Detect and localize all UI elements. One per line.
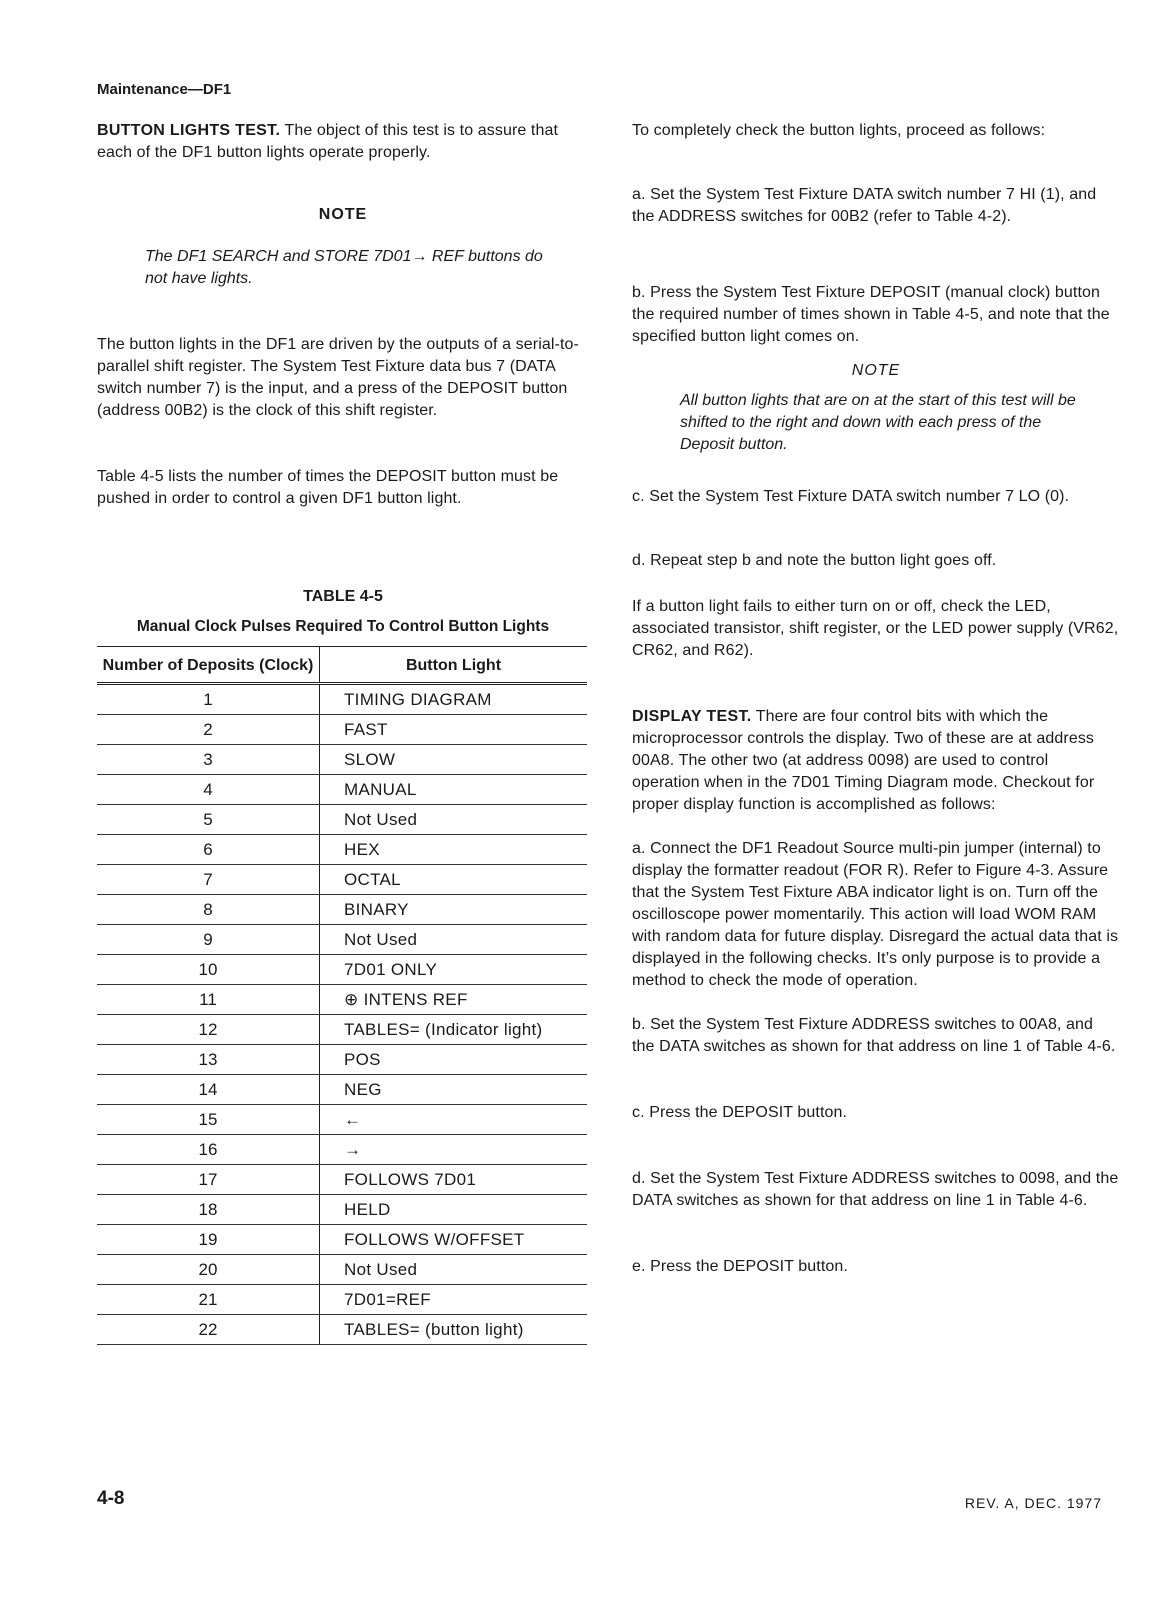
table-row [97,955,587,985]
header-button-light: Button Light [320,647,588,684]
table-row [97,1255,587,1285]
step-a: a. Set the System Test Fixture DATA switch number 7 HI (1), and the ADDRESS switches for 00B2 (refer to Table 4-2). [632,186,1097,225]
deposit-count-cell: 8 [97,895,320,925]
deposit-count-cell: 13 [97,1045,320,1075]
deposit-count-cell: 21 [97,1285,320,1315]
note-text-left: The DF1 SEARCH and STORE 7D01→ REF buttons do not have lights. [145,248,543,287]
table-row [97,985,587,1015]
deposit-count-cell: 22 [97,1315,320,1345]
display-test-text: There are four control bits with which the microprocessor controls the display. Two of these are at address 00A8. The other two (at address 0098) are used to control operation when in the 7D01 Timing Diagram mode. Checkout for proper display function is accomplished as follows: [632,708,1095,813]
table-row [97,684,587,715]
left-column [97,120,589,1345]
table-row [97,865,587,895]
table-caption: TABLE 4-5 [303,588,383,605]
table-row [97,805,587,835]
button-light-cell: Not Used [320,1255,588,1285]
deposit-count-cell: 4 [97,775,320,805]
button-light-cell: OCTAL [320,865,588,895]
button-light-cell: POS [320,1045,588,1075]
deposit-count-cell: 10 [97,955,320,985]
step-b: b. Press the System Test Fixture DEPOSIT (manual clock) button the required number of times shown in Table 4-5, and note that the specified button light comes on. [632,284,1110,345]
note-text-right: All button lights that are on at the start of this test will be shifted to the right and down with each press of the Deposit button. [680,392,1076,453]
clock-pulses-table [97,647,587,1345]
button-light-cell: BINARY [320,895,588,925]
note-title-right: NOTE [851,362,901,379]
button-light-cell: Not Used [320,925,588,955]
button-light-cell: MANUAL [320,775,588,805]
display-step-b: b. Set the System Test Fixture ADDRESS switches to 00A8, and the DATA switches as shown for that address on line 1 of Table 4-6. [632,1016,1116,1055]
table-row [97,1075,587,1105]
fail-paragraph: If a button light fails to either turn on or off, check the LED, associated transistor, shift register, or the LED power supply (VR62, CR62, and R62). [632,598,1119,659]
deposit-count-cell: 11 [97,985,320,1015]
button-light-cell: 7D01=REF [320,1285,588,1315]
page-number: 4-8 [97,1488,125,1509]
button-light-cell: FOLLOWS 7D01 [320,1165,588,1195]
table-row [97,1315,587,1345]
table-row [97,1225,587,1255]
display-step-d: d. Set the System Test Fixture ADDRESS switches to 0098, and the DATA switches as shown for that address on line 1 in Table 4-6. [632,1170,1119,1209]
button-light-cell: ← [320,1105,588,1135]
display-test-heading: DISPLAY TEST. [632,708,752,725]
step-d: d. Repeat step b and note the button light goes off. [632,552,997,569]
deposit-count-cell: 5 [97,805,320,835]
button-light-cell: TIMING DIAGRAM [320,684,588,715]
deposit-count-cell: 7 [97,865,320,895]
deposit-count-cell: 6 [97,835,320,865]
button-lights-test-paragraph [97,120,589,164]
deposit-count-cell: 9 [97,925,320,955]
step-c: c. Set the System Test Fixture DATA switch number 7 LO (0). [632,488,1070,505]
button-light-cell: HEX [320,835,588,865]
table-row [97,1195,587,1225]
display-step-a: a. Connect the DF1 Readout Source multi-pin jumper (internal) to display the formatter readout (FOR R). Refer to Figure 4-3. Assure that the System Test Fixture ABA indicator light is on. Turn off the oscilloscope power momentarily. This action will load WOM RAM with random data for future display. Disregard the actual data that is displayed in the following checks. It’s only purpose is to provide a method to check the mode of operation. [632,840,1119,989]
deposit-count-cell: 1 [97,684,320,715]
note-title-left: NOTE [318,206,368,223]
table-row [97,1135,587,1165]
deposit-count-cell: 16 [97,1135,320,1165]
display-step-e: e. Press the DEPOSIT button. [632,1258,848,1275]
table-body [97,684,587,1345]
deposit-count-cell: 20 [97,1255,320,1285]
table-row [97,1015,587,1045]
deposit-count-cell: 14 [97,1075,320,1105]
display-step-c: c. Press the DEPOSIT button. [632,1104,848,1121]
table-row [97,835,587,865]
button-light-cell: 7D01 ONLY [320,955,588,985]
button-light-cell: Not Used [320,805,588,835]
deposit-count-cell: 18 [97,1195,320,1225]
deposit-count-cell: 15 [97,1105,320,1135]
button-light-cell: → [320,1135,588,1165]
table-row [97,1285,587,1315]
table-row [97,1045,587,1075]
right-column [632,120,1120,1278]
table-row [97,1165,587,1195]
button-light-cell: ⊕ INTENS REF [320,985,588,1015]
button-light-cell: FAST [320,715,588,745]
deposit-count-cell: 19 [97,1225,320,1255]
procedure-intro: To completely check the button lights, proceed as follows: [632,122,1046,139]
button-light-cell: TABLES= (button light) [320,1315,588,1345]
table-row [97,745,587,775]
display-test-paragraph [632,706,1120,816]
table-subcaption: Manual Clock Pulses Required To Control Button Lights [136,618,550,635]
table-row [97,1105,587,1135]
running-header: Maintenance—DF1 [97,81,232,98]
button-light-cell: HELD [320,1195,588,1225]
deposit-count-cell: 17 [97,1165,320,1195]
table-intro-paragraph: Table 4-5 lists the number of times the DEPOSIT button must be pushed in order to control a given DF1 button light. [97,468,559,507]
table-row [97,895,587,925]
revision-note: REV. A, DEC. 1977 [964,1495,1102,1511]
table-row [97,775,587,805]
header-number-of-deposits: Number of Deposits (Clock) [97,647,320,684]
shift-register-paragraph: The button lights in the DF1 are driven by the outputs of a serial-to-parallel shift register. The System Test Fixture data bus 7 (DATA switch number 7) is the input, and a press of the DEPOSIT button (address 00B2) is the clock of this shift register. [97,336,579,419]
table-row [97,715,587,745]
deposit-count-cell: 12 [97,1015,320,1045]
table-header-row [97,647,587,684]
button-lights-test-heading: BUTTON LIGHTS TEST. [97,122,281,139]
button-light-cell: FOLLOWS W/OFFSET [320,1225,588,1255]
table-row [97,925,587,955]
button-lights-test-text: The object of this test is to assure that each of the DF1 button lights operate properly. [97,122,559,161]
button-light-cell: SLOW [320,745,588,775]
button-light-cell: TABLES= (Indicator light) [320,1015,588,1045]
button-light-cell: NEG [320,1075,588,1105]
deposit-count-cell: 2 [97,715,320,745]
deposit-count-cell: 3 [97,745,320,775]
